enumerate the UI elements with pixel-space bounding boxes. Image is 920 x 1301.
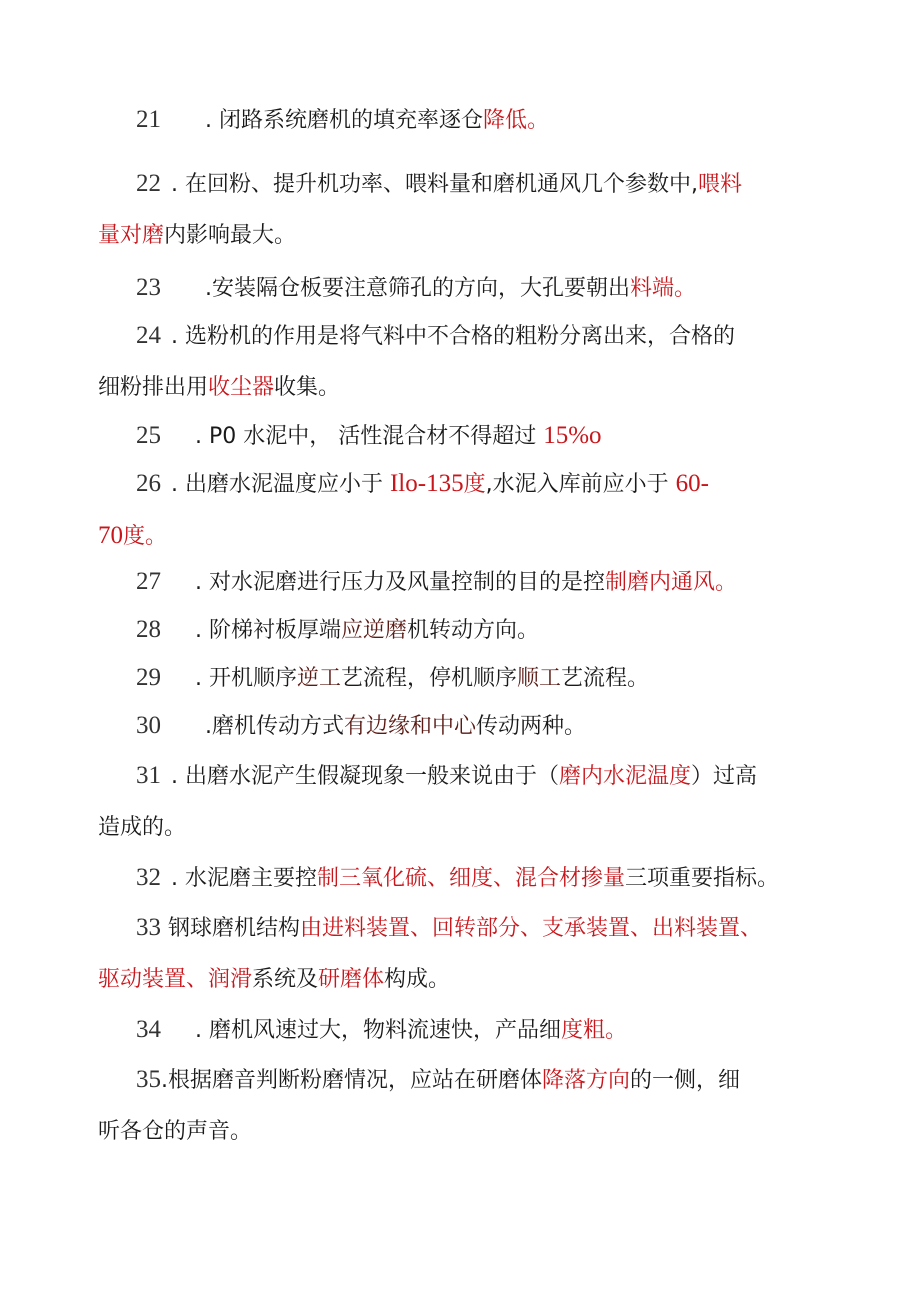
list-item bbox=[136, 700, 816, 752]
item-number: 26 bbox=[136, 470, 161, 497]
list-item bbox=[98, 310, 816, 414]
item-answer: 研磨体 bbox=[318, 967, 385, 992]
item-text: 机转动方向。 bbox=[407, 618, 540, 643]
list-item bbox=[136, 410, 816, 462]
item-answer: 60- bbox=[675, 470, 709, 497]
item-number: 24 bbox=[136, 322, 161, 349]
item-answer: Ilo-135 bbox=[389, 470, 464, 497]
item-text: . 阶梯衬板厚端 bbox=[195, 618, 341, 643]
item-text: 构成。 bbox=[384, 967, 451, 992]
list-item bbox=[98, 458, 816, 562]
list-item bbox=[98, 1054, 816, 1158]
list-item bbox=[136, 604, 816, 656]
item-number: 31 bbox=[136, 762, 161, 789]
item-text: 细粉排出用 bbox=[98, 375, 209, 400]
item-text: . 闭路系统磨机的填充率逐仓 bbox=[205, 108, 483, 133]
item-text: 的一侧，细 bbox=[630, 1068, 741, 1093]
item-number: 23 bbox=[136, 274, 161, 301]
item-answer: 应逆磨 bbox=[341, 618, 408, 643]
item-number: 28 bbox=[136, 616, 161, 643]
item-text: 收集。 bbox=[274, 375, 341, 400]
item-text: 钢球磨机结构 bbox=[161, 916, 300, 941]
item-answer: 收尘器 bbox=[208, 375, 275, 400]
item-number: 21 bbox=[136, 106, 161, 133]
item-answer: 度 bbox=[463, 472, 486, 497]
item-answer: 度。 bbox=[123, 524, 168, 549]
item-answer: 15%o bbox=[543, 422, 602, 449]
item-text: . 开机顺序 bbox=[195, 666, 297, 691]
item-answer: 降低。 bbox=[483, 108, 550, 133]
item-answer: 制三氧化硫、细度、混合材掺量 bbox=[317, 866, 626, 891]
item-number: 29 bbox=[136, 664, 161, 691]
item-text: . P0 水泥中， 活性混合材不得超过 bbox=[195, 424, 544, 449]
item-answer: 度粗。 bbox=[561, 1018, 628, 1043]
item-text: . 在回粉、提升机功率、喂料量和磨机通风几个参数中, bbox=[171, 172, 698, 197]
list-item bbox=[136, 852, 816, 904]
item-text: . 对水泥磨进行压力及风量控制的目的是控 bbox=[195, 570, 605, 595]
item-text: . 水泥磨主要控 bbox=[171, 866, 317, 891]
item-number: 27 bbox=[136, 568, 161, 595]
item-text: ）过高 bbox=[691, 764, 758, 789]
list-item bbox=[136, 1004, 816, 1056]
item-number: 22 bbox=[136, 170, 161, 197]
item-text: .磨机传动方式 bbox=[205, 714, 344, 739]
item-text: .安装隔仓板要注意筛孔的方向，大孔要朝出 bbox=[205, 276, 630, 301]
item-text: . 出磨水泥温度应小于 bbox=[171, 472, 390, 497]
list-item bbox=[136, 262, 816, 314]
list-item bbox=[136, 556, 816, 608]
item-text: . 选粉机的作用是将气料中不合格的粗粉分离出来，合格的 bbox=[171, 324, 735, 349]
item-text: 艺流程。 bbox=[561, 666, 650, 691]
item-text: ,水泥入库前应小于 bbox=[485, 472, 676, 497]
item-answer: 驱动装置、润滑 bbox=[98, 967, 253, 992]
item-answer: 70 bbox=[98, 522, 123, 549]
item-text: 系统及 bbox=[252, 967, 319, 992]
list-item bbox=[98, 750, 816, 854]
item-answer: 料端。 bbox=[630, 276, 697, 301]
item-number: 35 bbox=[136, 1066, 161, 1093]
item-answer: 由进料装置、回转部分、支承装置、出料装置、 bbox=[300, 916, 763, 941]
list-item bbox=[98, 902, 826, 1006]
item-answer: 磨内水泥温度 bbox=[559, 764, 692, 789]
item-answer: 喂料 bbox=[697, 172, 742, 197]
item-answer: 逆工 bbox=[297, 666, 342, 691]
item-answer: 有边缘和中心 bbox=[344, 714, 477, 739]
item-answer: 制磨内通风。 bbox=[605, 570, 738, 595]
item-number: 25 bbox=[136, 422, 161, 449]
item-text: . 出磨水泥产生假凝现象一般来说由于（ bbox=[171, 764, 559, 789]
item-number: 33 bbox=[136, 914, 161, 941]
item-answer: 顺工 bbox=[517, 666, 562, 691]
list-item bbox=[136, 94, 816, 146]
item-text: 传动两种。 bbox=[476, 714, 587, 739]
item-text: 造成的。 bbox=[98, 815, 187, 840]
item-text: 听各仓的声音。 bbox=[98, 1119, 253, 1144]
item-text: .根据磨音判断粉磨情况，应站在研磨体 bbox=[161, 1068, 542, 1093]
item-answer: 降落方向 bbox=[542, 1068, 631, 1093]
list-item bbox=[136, 652, 816, 704]
item-number: 30 bbox=[136, 712, 161, 739]
list-item bbox=[98, 158, 816, 262]
item-text: . 磨机风速过大，物料流速快，产品细 bbox=[195, 1018, 561, 1043]
item-text: 艺流程，停机顺序 bbox=[341, 666, 518, 691]
item-text: 三项重要指标。 bbox=[625, 866, 780, 891]
item-answer: 量对磨 bbox=[98, 223, 165, 248]
item-number: 32 bbox=[136, 864, 161, 891]
item-text: 内影响最大。 bbox=[164, 223, 297, 248]
item-number: 34 bbox=[136, 1016, 161, 1043]
